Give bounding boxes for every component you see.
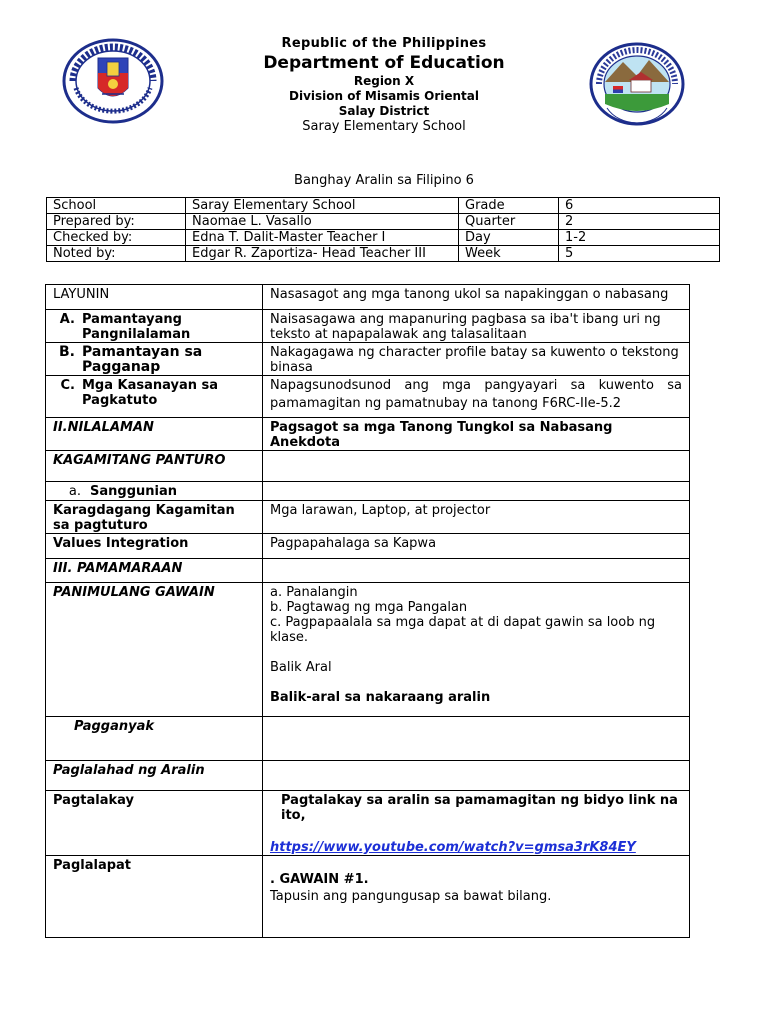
table-row [46,791,690,856]
nilalaman-value: Pagsagot sa mga Tanong Tungkol sa Nabasang Anekdota [263,418,690,451]
table-row [46,376,690,418]
kagamitang-label: KAGAMITANG PANTURO [46,451,263,482]
table-row [46,310,690,343]
paglalapat-label: Paglalapat [46,856,263,938]
table-row [46,856,690,938]
balik-aral-bold: Balik-aral sa nakaraang aralin [270,690,491,705]
karagdagang-value: Mga larawan, Laptop, at projector [263,501,690,534]
list-marker: A. [59,312,75,327]
pagtalakay-value: Pagtalakay sa aralin sa pamamagitan ng bidyo link na ito, [281,793,678,823]
table-row [47,230,720,246]
region-title: Region X [353,74,415,88]
info-value: 1-2 [559,230,720,246]
lesson-plan-table [45,284,690,938]
kasanayan-value-line1: Napagsunodsunod ang mga pangyayari sa kuwento sa [270,378,682,393]
info-label: Day [459,230,559,246]
department-title: Department of Education [263,53,505,73]
table-row [46,717,690,761]
info-value: Saray Elementary School [186,198,459,214]
republic-title: Republic of the Philippines [281,36,487,51]
info-value: Edgar R. Zaportiza- Head Teacher III [186,246,459,262]
sanggunian-label: Sanggunian [90,484,177,499]
info-value: Edna T. Dalit-Master Teacher I [186,230,459,246]
pagtalakay-label: Pagtalakay [46,791,263,856]
info-value: 6 [559,198,720,214]
table-row [47,198,720,214]
pamantayang-label: Pamantayang Pangnilalaman [82,312,191,342]
table-row [46,418,690,451]
table-row [47,246,720,262]
table-row [46,482,690,501]
values-value: Pagpapahalaga sa Kapwa [263,534,690,559]
division-title: Division of Misamis Oriental [289,89,479,103]
pamantayang-value: Naisasagawa ang mapanuring pagbasa sa iba't ibang uri ng teksto at napapalawak ang talasalitaan [263,310,690,343]
balik-aral-heading: Balik Aral [270,660,332,675]
panimulang-item-c: c. Pagpapaalala sa mga dapat at di dapat gawin sa loob ng klase. [270,615,656,645]
panimulang-label: PANIMULANG GAWAIN [46,583,263,717]
table-row [46,559,690,583]
table-row [46,534,690,559]
info-label: Quarter [459,214,559,230]
info-table [46,197,720,262]
layunin-label: LAYUNIN [46,285,263,310]
district-title: Salay District [338,104,430,118]
info-label: Grade [459,198,559,214]
table-row [46,451,690,482]
info-label: Prepared by: [47,214,186,230]
pagganyak-label: Pagganyak [46,717,263,761]
info-label: Checked by: [47,230,186,246]
info-value: Naomae L. Vasallo [186,214,459,230]
pamantayan-label: Pamantayan sa Pagganap [82,344,203,375]
table-row [47,214,720,230]
youtube-video-link[interactable]: https://www.youtube.com/watch?v=gmsa3rK84EY [270,840,636,855]
kasanayan-value-line2: pamamagitan ng pamatnubay na tanong F6RC-IIe-5.2 [270,396,622,411]
table-row [46,343,690,376]
school-title: Saray Elementary School [302,119,466,134]
paglalahad-label: Paglalahad ng Aralin [46,761,263,791]
panimulang-item-a: a. Panalangin [270,585,358,600]
info-value: 2 [559,214,720,230]
table-row [46,285,690,310]
list-marker: C. [60,378,75,393]
table-row [46,583,690,717]
layunin-value: Nasasagot ang mga tanong ukol sa napakinggan o nabasang [263,285,690,310]
info-label: School [47,198,186,214]
panimulang-item-b: b. Pagtawag ng mga Pangalan [270,600,468,615]
list-marker: B. [59,344,75,360]
document-header [0,36,768,134]
info-value: 5 [559,246,720,262]
gawain-heading: . GAWAIN #1. [270,872,369,887]
karagdagang-label: Karagdagang Kagamitan sa pagtuturo [46,501,263,534]
lesson-plan-title: Banghay Aralin sa Filipino 6 [294,173,474,188]
table-row [46,501,690,534]
info-label: Week [459,246,559,262]
gawain-instruction: Tapusin ang pangungusap sa bawat bilang. [270,889,552,904]
info-label: Noted by: [47,246,186,262]
nilalaman-label: II.NILALAMAN [46,418,263,451]
list-marker: a. [68,484,81,499]
pamamaraan-label: III. PAMAMARAAN [46,559,263,583]
table-row [46,761,690,791]
pamantayan-value: Nakagagawa ng character profile batay sa kuwento o tekstong binasa [263,343,690,376]
values-label: Values Integration [46,534,263,559]
kasanayan-label: Mga Kasanayan sa Pagkatuto [82,378,219,408]
